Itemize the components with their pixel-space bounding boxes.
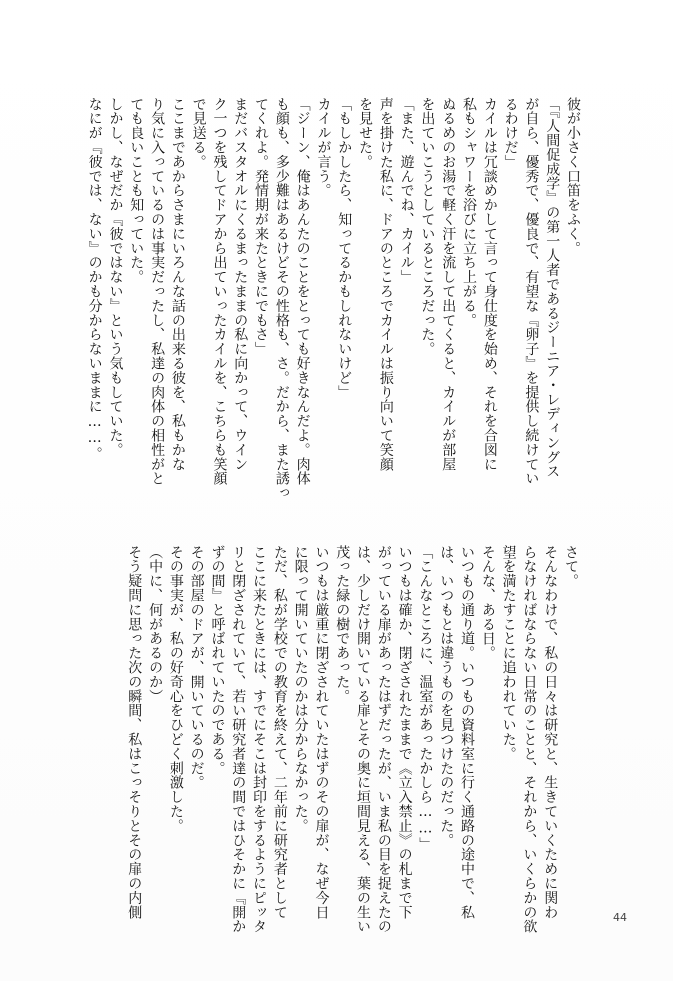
upper-text-line: ク一つを残してドアから出ていったカイルを、こちらも笑顔 (211, 97, 228, 486)
upper-text-line: 声を掛けた私に、ドアのところでカイルは振り向いて笑顔 (377, 97, 394, 472)
upper-text-line: ぬるめのお湯で軽く汗を流して出てくると、カイルが部屋 (440, 97, 457, 472)
lower-text-line: そう疑問に思った次の瞬間、私はこっそりとその扉の内側 (126, 545, 143, 920)
text-block-upper (86, 97, 583, 501)
upper-text-line: を出ていこうとしているところだった。 (419, 97, 436, 357)
upper-text-line: るわけだ」 (502, 97, 519, 169)
upper-text-line: 「『人間促成学』の第一人者であるジーニア・レディングス (544, 97, 561, 479)
lower-text-line: らなければならない日常のことと、それから、いくらかの欲 (521, 545, 538, 934)
upper-text-line: しかし、なぜだか『彼ではない』という気もしていた。 (107, 97, 124, 457)
upper-text-line: カイルは冗談めかして言って身仕度を始め、それを合図に (481, 97, 498, 472)
lower-text-line: その部屋のドアが、開いているのだ。 (188, 545, 205, 790)
upper-text-line: ここまであからさまにいろんな話の出来る彼を、私もかな (169, 97, 186, 472)
lower-text-line: （中に、何があるのか） (147, 545, 164, 704)
lower-text-line: 「こんなところに、温室があったかしら……」 (417, 545, 434, 852)
upper-text-line: なにが『彼では、ない』のかも分からないままに……。 (86, 97, 103, 461)
lower-text-line: ずの間』と呼ばれていたのである。 (209, 545, 226, 776)
upper-text-line: 「もしかしたら、知ってるかもしれないけど」 (336, 97, 353, 400)
lower-text-line: さて。 (563, 545, 579, 589)
lower-text-line: は、少しだけ開いている扉とその奥に垣間見える、葉の生い (355, 545, 372, 934)
lower-text-line: がっている扉があったはずだったが、いま私の目を捉えたの (375, 545, 392, 934)
upper-text-line: が自ら、優秀で、優良で、有望な『卵子』を提供し続けてい (523, 97, 540, 486)
upper-text-line: り気に入っているのは事実だったし、私達の肉体の相性がと (149, 97, 166, 486)
upper-text-line: で見送る。 (190, 97, 207, 169)
upper-text-line: 彼が小さく口笛をふく。 (565, 97, 581, 256)
upper-text-line: も顔も、多少難はあるけどその性格も、さ。だから、また誘っ (273, 97, 290, 501)
page-number: 44 (613, 911, 627, 924)
lower-text-line: そんなわけで、私の日々は研究と、生きていくために関わ (542, 545, 559, 920)
lower-text-line: いつもは厳重に閉ざされていたはずのその扉が、なぜ今日 (313, 545, 330, 920)
lower-text-line: いつもの通り道。いつもの資料室に行く通路の途中で、私 (459, 545, 476, 920)
upper-text-line: まだバスタオルにくるまったままの私に向かって、ウイン (232, 97, 249, 472)
lower-text-line: は、いつもとは違うものを見つけたのだった。 (438, 545, 455, 848)
upper-text-line: を見せた。 (357, 97, 374, 169)
lower-text-line: ただ、私が学校での教育を終えて、二年前に研究者として (271, 545, 288, 920)
lower-text-line: その事実が、私の好奇心をひどく刺激した。 (167, 545, 184, 833)
upper-text-line: 私もシャワーを浴びに立ち上がる。 (461, 97, 478, 328)
upper-text-line: 「また、遊んでね、カイル」 (398, 97, 415, 285)
upper-text-line: てくれよ。発情期が来たときにでもさ」 (253, 97, 270, 357)
upper-text-line: 「ジーン、俺はあんたのことをとっても好きなんだよ。肉体 (294, 97, 311, 486)
lower-text-line: 茂った緑の樹であった。 (334, 545, 351, 704)
lower-text-line: 望を満たすことに追われていた。 (500, 545, 517, 761)
lower-text-line: いつもは確か、閉ざされたままで《立入禁止》の札まで下 (396, 545, 413, 920)
upper-text-line: ても良いことも知っていた。 (128, 97, 145, 285)
lower-text-line: そんな、ある日。 (479, 545, 496, 661)
text-block-lower (87, 545, 581, 934)
upper-text-line: カイルが言う。 (315, 97, 332, 198)
lower-text-line: リと閉ざされていて、若い研究者達の間ではひそかに『開か (230, 545, 247, 934)
lower-text-line: に限って開いていたのかは分からなかった。 (292, 545, 309, 833)
lower-text-line: ここに来たときには、すでにそこは封印をするようにピッタ (251, 545, 268, 934)
